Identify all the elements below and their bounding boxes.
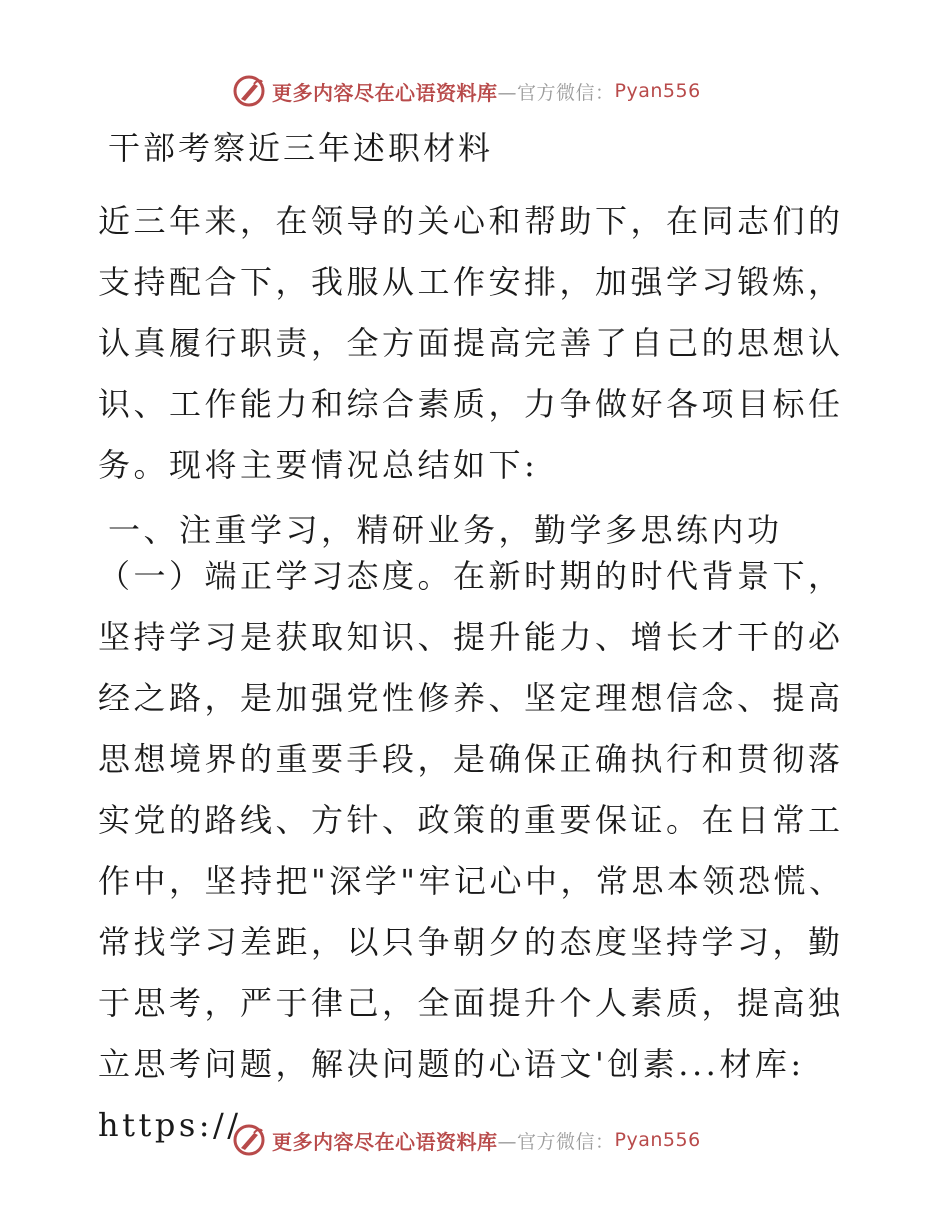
quill-logo-icon [232, 1123, 266, 1157]
footer-watermark [232, 1120, 701, 1160]
watermark-text: 更多内容尽在心语资料库 [272, 1129, 498, 1154]
document-title: 干部考察近三年述职材料 [108, 129, 494, 167]
intro-paragraph: 近三年来，在领导的关心和帮助下，在同志们的支持配合下，我服从工作安排，加强学习锻炼，认真履行职责，全方面提高完善了自己的思想认识、工作能力和综合素质，力争做好各项目标任务。现将主要情况总结如下: [98, 202, 844, 484]
section-paragraph: （一）端正学习态度。在新时期的时代背景下，坚持学习是获取知识、提升能力、增长才干的必经之路，是加强党性修养、坚定理想信念、提高思想境界的重要手段，是确保正确执行和贯彻落实党的路线、方针、政策的重要保证。在日常工作中，坚持把"深学"牢记心中，常思本领恐慌、常找学习差距，以只争朝夕的态度坚持学习，勤于思考，严于律己，全面提升个人素质，提高独立思考问题，解决问题的心语文'创素...材库: https:// [98, 557, 845, 1144]
watermark-wechat: Pyan556 [614, 80, 701, 102]
header-watermark [232, 71, 701, 111]
watermark-separator: —官方微信： [497, 1130, 615, 1153]
section-heading: 一、注重学习，精研业务，勤学多思练内功 [108, 511, 783, 549]
watermark-separator: —官方微信： [497, 81, 615, 104]
watermark-wechat: Pyan556 [614, 1129, 701, 1151]
quill-logo-icon [232, 74, 266, 108]
watermark-text: 更多内容尽在心语资料库 [272, 80, 498, 105]
